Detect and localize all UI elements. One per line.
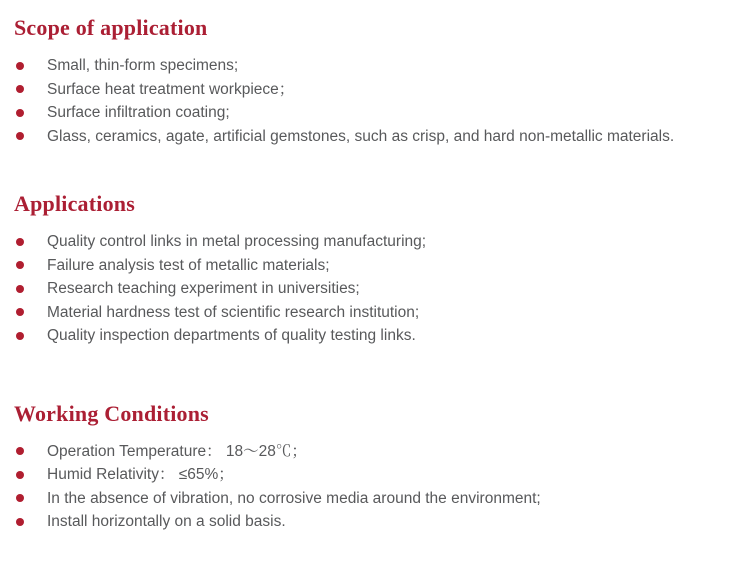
- list-item-text: Operation Temperature： 18～28℃；: [47, 442, 307, 460]
- list-item-text: Small, thin-form specimens;: [47, 57, 239, 74]
- list-item: [14, 54, 750, 78]
- list-item: [14, 101, 750, 125]
- bullet-icon: [16, 494, 24, 502]
- section-title-scope: Scope of application: [14, 15, 208, 40]
- list-item: [14, 78, 750, 102]
- list-item: [14, 125, 750, 149]
- applications-bullet-list: [14, 230, 750, 348]
- list-item: [14, 487, 750, 511]
- list-item: [14, 463, 750, 487]
- section-scope-of-application: [14, 14, 750, 148]
- list-item-text: Glass, ceramics, agate, artificial gemstones, such as crisp, and hard non-metallic materials.: [47, 127, 675, 145]
- list-item-text: Surface heat treatment workpiece；: [47, 80, 295, 98]
- list-item-text: Surface infiltration coating;: [47, 104, 230, 121]
- list-item: [14, 324, 750, 348]
- bullet-icon: [16, 471, 24, 479]
- bullet-icon: [16, 518, 24, 526]
- list-item: [14, 230, 750, 254]
- section-title-applications: Applications: [14, 191, 135, 216]
- list-item-text: Install horizontally on a solid basis.: [47, 513, 286, 530]
- list-item: [14, 277, 750, 301]
- bullet-icon: [16, 261, 24, 269]
- bullet-icon: [16, 332, 24, 340]
- list-item-text: Quality inspection departments of quality testing links.: [47, 327, 416, 344]
- bullet-icon: [16, 132, 24, 140]
- working-conditions-bullet-list: [14, 440, 750, 534]
- bullet-icon: [16, 308, 24, 316]
- bullet-icon: [16, 447, 24, 455]
- section-title-working-conditions: Working Conditions: [14, 400, 209, 426]
- bullet-icon: [16, 238, 24, 246]
- list-item-text: In the absence of vibration, no corrosive media around the environment;: [47, 489, 541, 507]
- list-item-text: Material hardness test of scientific research institution;: [47, 303, 420, 321]
- section-working-conditions: [14, 400, 750, 534]
- list-item-text: Quality control links in metal processing manufacturing;: [47, 233, 427, 250]
- list-item-text: Research teaching experiment in universities;: [47, 280, 360, 297]
- list-item: [14, 254, 750, 278]
- list-item: [14, 301, 750, 325]
- list-item: [14, 510, 750, 534]
- list-item: [14, 440, 750, 464]
- bullet-icon: [16, 62, 24, 70]
- section-applications: [14, 190, 750, 348]
- scope-bullet-list: [14, 54, 750, 148]
- bullet-icon: [16, 109, 24, 117]
- bullet-icon: [16, 285, 24, 293]
- list-item-text: Humid Relativity： ≤65%；: [47, 466, 234, 483]
- bullet-icon: [16, 85, 24, 93]
- list-item-text: Failure analysis test of metallic materials;: [47, 256, 330, 274]
